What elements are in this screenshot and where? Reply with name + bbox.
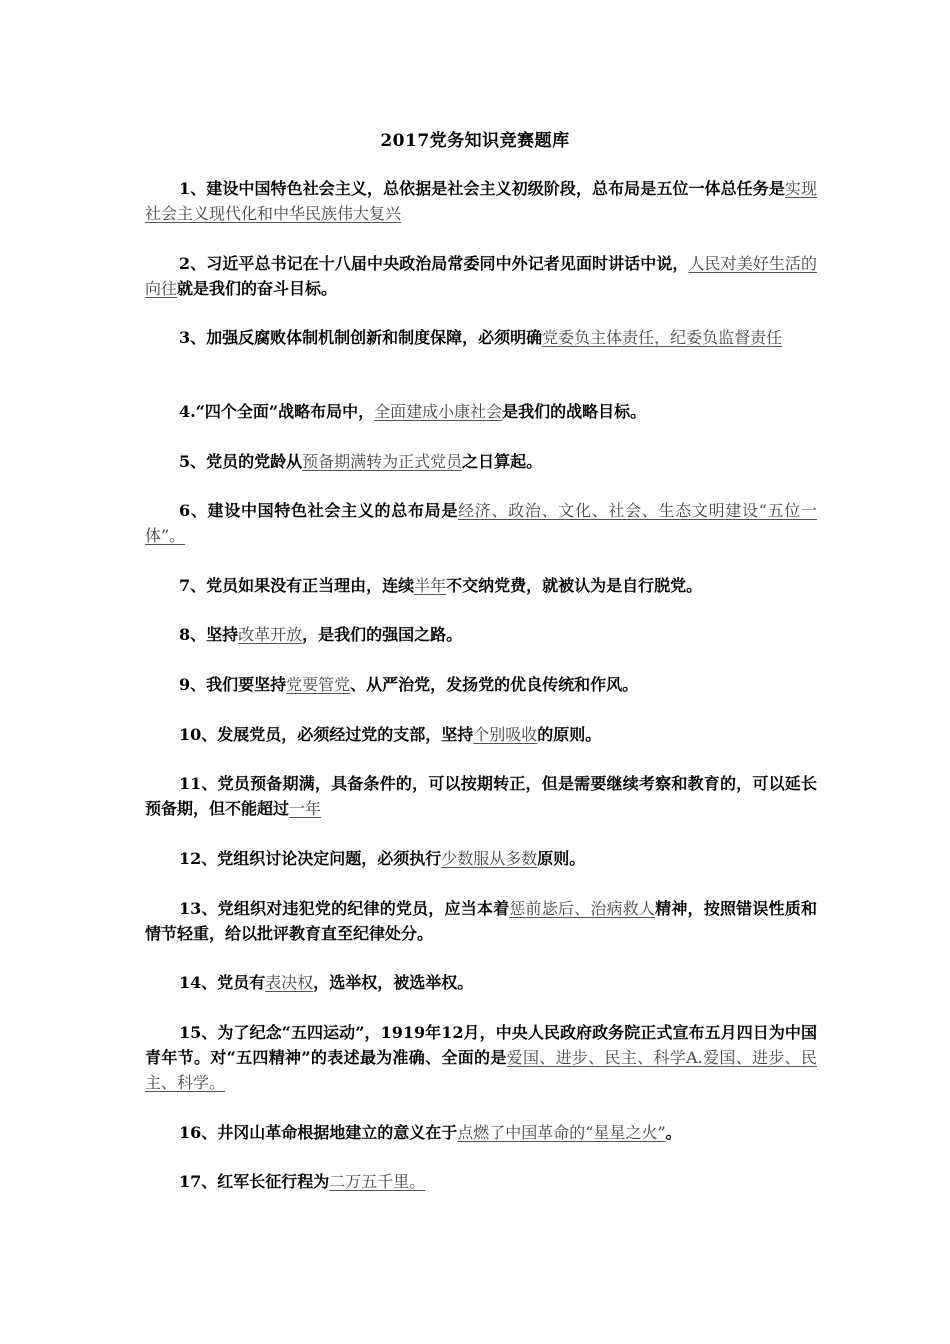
answer-text: 爱国、进步、民主、科学A.爱国、进步、民主、科学。 — [145, 1048, 817, 1092]
question-text-end: 是我们的战略目标。 — [502, 402, 647, 421]
answer-text: 惩前毖后、治病救人 — [509, 899, 656, 918]
question-9 — [145, 672, 817, 697]
question-3 — [145, 325, 817, 350]
question-13 — [145, 896, 817, 946]
question-7 — [145, 573, 817, 598]
question-text: 5、党员的党龄从 — [179, 452, 303, 471]
answer-text: 经济、政治、文化、社会、生态文明建设“五位一体”。 — [145, 501, 817, 545]
question-2 — [145, 251, 817, 301]
question-text: 3、加强反腐败体制机制创新和制度保障，必须明确 — [179, 328, 543, 347]
answer-text: 点燃了中国革命的“星星之火” — [457, 1123, 666, 1142]
question-text: 7、党员如果没有正当理由，连续 — [179, 576, 415, 595]
question-text-end: 的原则。 — [537, 725, 602, 744]
question-6 — [145, 498, 817, 548]
question-text-end: 精神，按照错误性质和情节轻重，给以批评教育直至纪律处分。 — [145, 899, 817, 943]
question-text-end: 不交纳党费，就被认为是自行脱党。 — [446, 576, 703, 595]
question-12 — [145, 846, 817, 871]
answer-text: 全面建成小康社会 — [374, 402, 503, 421]
question-text: 9、我们要坚持 — [179, 675, 287, 694]
answer-text: 半年 — [414, 576, 447, 595]
answer-text: 预备期满转为正式党员 — [302, 452, 463, 471]
question-14 — [145, 970, 817, 995]
question-text-end: 、从严治党，发扬党的优良传统和作风。 — [350, 675, 639, 694]
question-text: 11、党员预备期满，具备条件的，可以按期转正，但是需要继续考察和教育的，可以延长预备期，但不能超过 — [145, 774, 817, 818]
answer-text: 少数服从多数 — [441, 849, 538, 868]
question-text-end: 原则。 — [537, 849, 586, 868]
question-text-end: ，是我们的强国之路。 — [302, 625, 463, 644]
question-16 — [145, 1120, 817, 1145]
question-text-end: 就是我们的奋斗目标。 — [177, 279, 338, 298]
question-text: 1、建设中国特色社会主义，总依据是社会主义初级阶段，总布局是五位一体总任务是 — [179, 179, 785, 198]
question-text: 6、建设中国特色社会主义的总布局是 — [179, 501, 459, 520]
answer-text: 表决权 — [265, 973, 314, 992]
question-text: 16、井冈山革命根据地建立的意义在于 — [179, 1123, 458, 1142]
question-17 — [145, 1169, 817, 1194]
question-text: 8、坚持 — [179, 625, 239, 644]
answer-text: 改革开放 — [238, 625, 303, 644]
question-text: 17、红军长征行程为 — [179, 1172, 330, 1191]
question-11 — [145, 771, 817, 821]
answer-text: 党委负主体责任，纪委负监督责任 — [542, 328, 783, 347]
answer-text: 实现社会主义现代化和中华民族伟大复兴 — [145, 179, 817, 223]
answer-text: 党要管党 — [286, 675, 351, 694]
question-1 — [145, 176, 817, 226]
answer-text: 一年 — [289, 799, 322, 818]
question-text: 13、党组织对违犯党的纪律的党员，应当本着 — [179, 899, 510, 918]
question-text: 2、习近平总书记在十八届中央政治局常委同中外记者见面时讲话中说， — [179, 254, 689, 273]
question-text: 10、发展党员，必须经过党的支部，坚持 — [179, 725, 474, 744]
question-text: 12、党组织讨论决定问题，必须执行 — [179, 849, 442, 868]
answer-text: 人民对美好生活的向往 — [145, 254, 817, 298]
answer-text: 个别吸收 — [473, 725, 538, 744]
question-text-end: 之日算起。 — [462, 452, 543, 471]
question-text: 4.“四个全面”战略布局中， — [179, 402, 375, 421]
page-title: 2017党务知识竞赛题库 — [380, 131, 570, 151]
question-8 — [145, 622, 817, 647]
question-15 — [145, 1020, 817, 1095]
question-4 — [145, 399, 817, 424]
answer-text: 二万五千里。 — [329, 1172, 426, 1191]
question-10 — [145, 722, 817, 747]
question-text-end: ，选举权，被选举权。 — [313, 973, 474, 992]
question-text: 14、党员有 — [179, 973, 266, 992]
question-text: 15、为了纪念“五四运动”，1919年12月，中央人民政府政务院正式宣布五月四日为中国青年节。对“五四精神”的表述最为准确、全面的是 — [145, 1023, 817, 1067]
question-text-end: 。 — [665, 1123, 682, 1142]
question-5 — [145, 449, 817, 474]
